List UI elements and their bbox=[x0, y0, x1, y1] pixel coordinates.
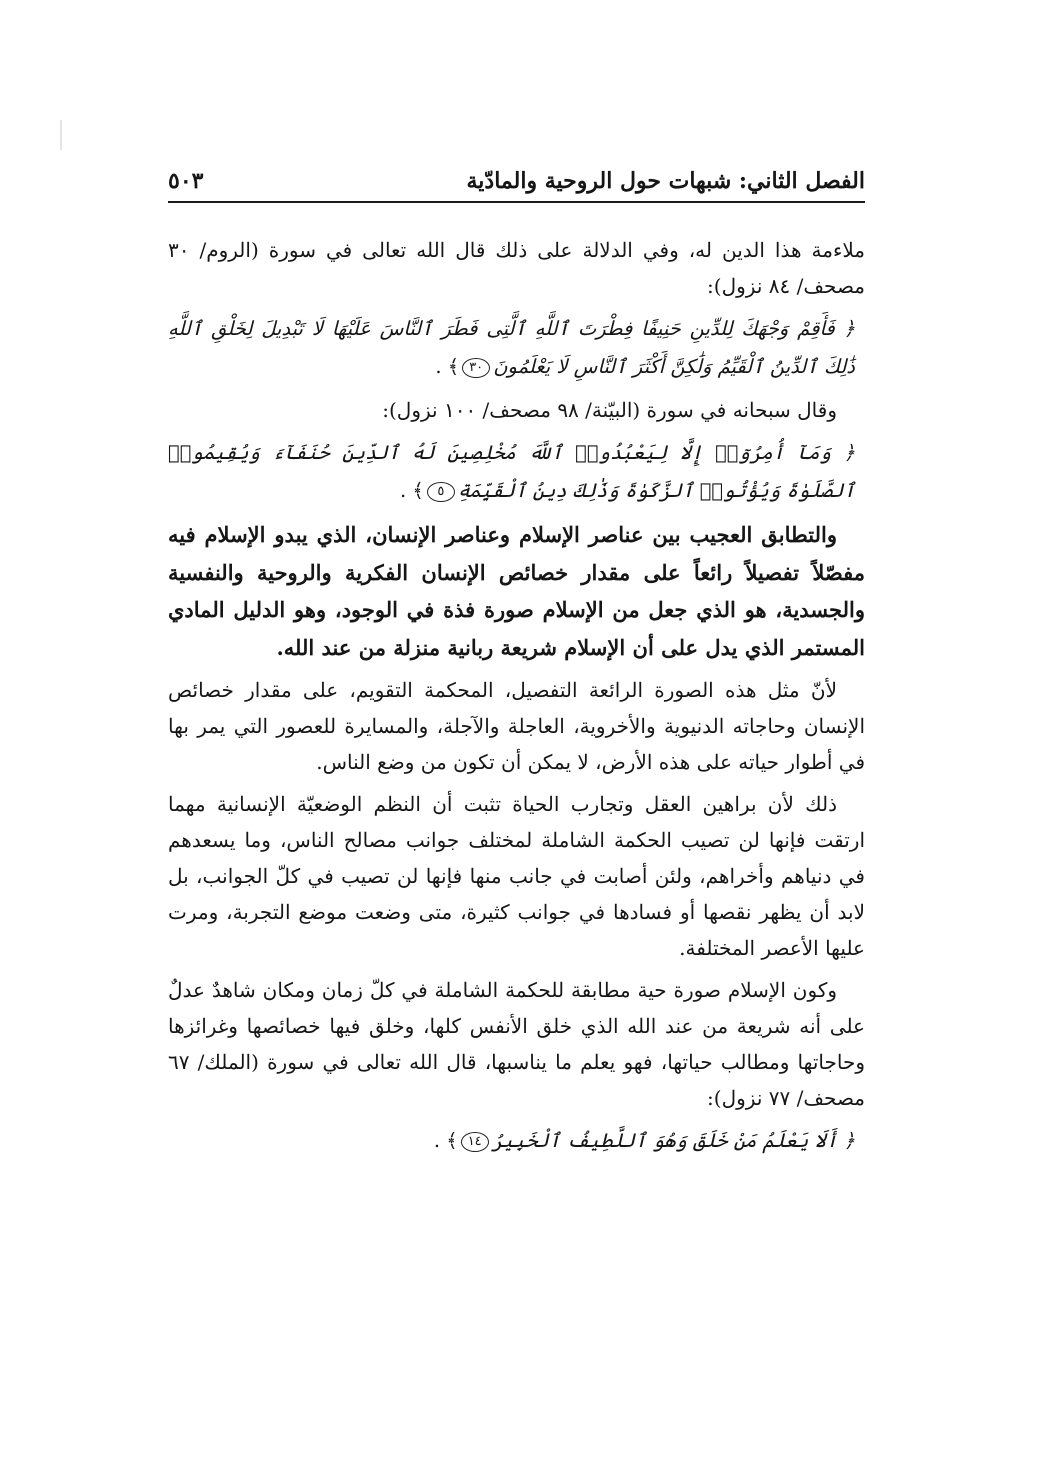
paragraph: وقال سبحانه في سورة (البيّنة/ ٩٨ مصحف/ ١٠٠ نزول): bbox=[382, 398, 837, 422]
ayah-number-marker: ١٤ bbox=[461, 1132, 489, 1152]
header-rule bbox=[168, 201, 865, 203]
quran-verse bbox=[168, 310, 865, 386]
quran-verse bbox=[168, 1122, 865, 1160]
scan-margin-mark bbox=[60, 120, 62, 150]
verse-text: ﴿ أَلَا يَعْلَمُ مَنْ خَلَقَ وَهُوَ ٱللَّطِيفُ ٱلْخَبِيرُ bbox=[491, 1129, 855, 1152]
quran-verse bbox=[168, 434, 865, 510]
chapter-title: الفصل الثاني: شبهات حول الروحية والمادّية bbox=[466, 168, 865, 194]
verse-close: ﴾ . bbox=[433, 1129, 458, 1152]
paragraph: لأنّ مثل هذه الصورة الرائعة التفصيل، المحكمة التقويم، على مقدار خصائص الإنسان وحاجاته الدنيوية والأخروية، العاجلة والآجلة، والمسايرة للعصور التي يمر بها في أطوار حياته على هذه الأرض، لا يمكن أن تكون من وضع الناس. bbox=[168, 678, 865, 774]
verse-close: ﴾ . bbox=[400, 479, 424, 502]
ayah-number-marker: ٥ bbox=[427, 482, 455, 502]
page-header bbox=[168, 166, 865, 202]
body-text bbox=[168, 232, 865, 1166]
paragraph: ذلك لأن براهين العقل وتجارب الحياة تثبت أن النظم الوضعيّة الإنسانية مهما ارتقت فإنها لن تصيب الحكمة الشاملة لمختلف جوانب مصالح الناس، وما يسعدهم في دنياهم وأخراهم، ولئن أصابت في جانب منها فإنها لن تصيب في كلّ الجوانب، بل لابد أن يظهر نقصها أو فسادها في جوانب كثيرة، متى وضعت موضع التجربة، ومرت عليها الأعصر المختلفة. bbox=[168, 792, 866, 960]
page-number: ٥٠٣ bbox=[168, 168, 204, 194]
paragraph: ملاءمة هذا الدين له، وفي الدلالة على ذلك قال الله تعالى في سورة (الروم/ ٣٠ مصحف/ ٨٤ نزول): bbox=[168, 238, 865, 298]
paragraph: وكون الإسلام صورة حية مطابقة للحكمة الشاملة في كلّ زمان ومكان شاهدٌ عدلٌ على أنه شريعة من عند الله الذي خلق الأنفس كلها، وخلق فيها خصائصها وغرائزها وحاجاتها ومطالب حياتها، فهو يعلم ما يناسبها، قال الله تعالى في سورة (الملك/ ٦٧ مصحف/ ٧٧ نزول): bbox=[168, 978, 865, 1110]
verse-close: ﴾ . bbox=[435, 355, 460, 378]
bold-paragraph: والتطابق العجيب بين عناصر الإسلام وعناصر الإنسان، الذي يبدو الإسلام فيه مفصّلاً تفصيلاً رائعاً على مقدار خصائص الإنسان الفكرية والروحية والنفسية والجسدية، هو الذي جعل من الإسلام صورة فذة في الوجود، وهو الدليل المادي المستمر الذي يدل على أن الإسلام شريعة ربانية منزلة من عند الله. bbox=[168, 522, 865, 660]
ayah-number-marker: ٣٠ bbox=[462, 358, 490, 378]
verse-text: ﴿ وَمَآ أُمِرُوٓا۟ إِلَّا لِيَعْبُدُوا۟ ٱللَّهَ مُخْلِصِينَ لَهُ ٱلدِّينَ حُنَفَآءَ وَيُقِيمُوا۟ ٱلصَّلَوٰةَ وَيُؤْتُوا۟ ٱلزَّكَوٰةَ وَذَٰلِكَ دِينُ ٱلْقَيِّمَةِ bbox=[168, 441, 855, 502]
verse-text: ﴿ فَأَقِمْ وَجْهَكَ لِلدِّينِ حَنِيفًا فِطْرَتَ ٱللَّهِ ٱلَّتِى فَطَرَ ٱلنَّاسَ عَلَيْهَا لَا تَبْدِيلَ لِخَلْقِ ٱللَّهِ ذَٰلِكَ ٱلدِّينُ ٱلْقَيِّمُ وَلَٰكِنَّ أَكْثَرَ ٱلنَّاسِ لَا يَعْلَمُونَ bbox=[168, 317, 855, 378]
